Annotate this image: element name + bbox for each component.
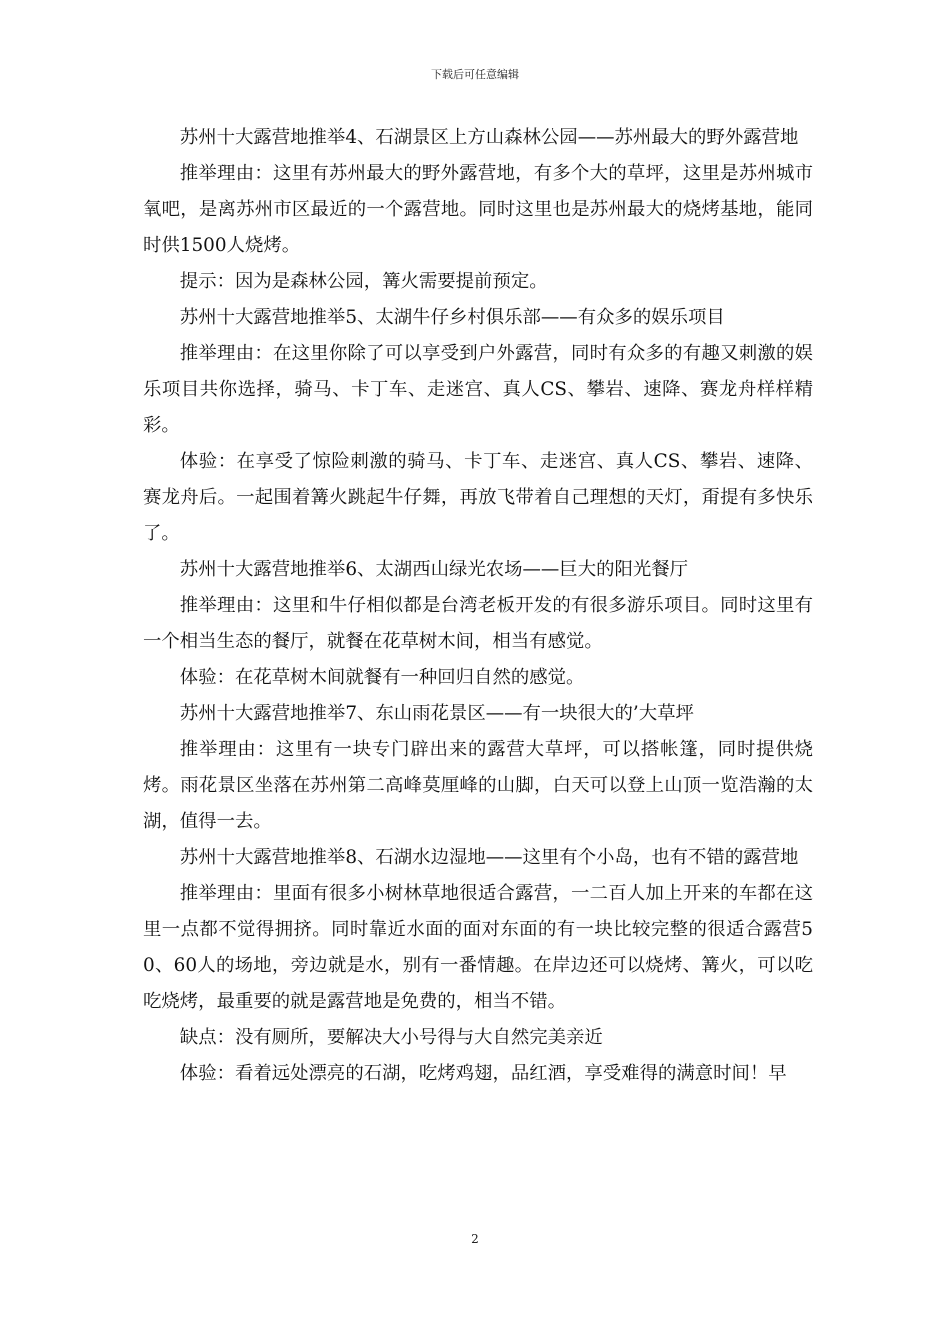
page-header: 下载后可任意编辑: [431, 68, 519, 81]
paragraph: 推举理由：里面有很多小树林草地很适合露营，一二百人加上开来的车都在这里一点都不觉得拥挤。同时靠近水面的面对东面的有一块比较完整的很适合露营50、60人的场地，旁边就是水，别有一番情趣。在岸边还可以烧烤、篝火，可以吃吃烧烤，最重要的就是露营地是免费的，相当不错。: [143, 883, 813, 1012]
paragraph: 缺点：没有厕所，要解决大小号得与大自然完美亲近: [179, 1027, 603, 1048]
paragraph: 苏州十大露营地推举7、东山雨花景区——有一块很大的’大草坪: [179, 703, 694, 724]
paragraph: 苏州十大露营地推举8、石湖水边湿地——这里有个小岛，也有不错的露营地: [179, 847, 799, 868]
paragraph: 体验：在享受了惊险刺激的骑马、卡丁车、走迷宫、真人CS、攀岩、速降、赛龙舟后。一起围着篝火跳起牛仔舞，再放飞带着自己理想的天灯，甭提有多快乐了。: [143, 451, 813, 544]
document-body: [143, 120, 813, 1092]
paragraph: 提示：因为是森林公园，篝火需要提前预定。: [179, 271, 548, 292]
paragraph: 推举理由：这里和牛仔相似都是台湾老板开发的有很多游乐项目。同时这里有一个相当生态的餐厅，就餐在花草树木间，相当有感觉。: [143, 595, 813, 652]
paragraph: 推举理由：在这里你除了可以享受到户外露营，同时有众多的有趣又刺激的娱乐项目共你选择，骑马、卡丁车、走迷宫、真人CS、攀岩、速降、赛龙舟样样精彩。: [143, 343, 813, 436]
paragraph: 苏州十大露营地推举5、太湖牛仔乡村俱乐部——有众多的娱乐项目: [179, 307, 725, 328]
paragraph: 苏州十大露营地推举6、太湖西山绿光农场——巨大的阳光餐厅: [179, 559, 689, 580]
paragraph: 推举理由：这里有一块专门辟出来的露营大草坪，可以搭帐篷，同时提供烧烤。雨花景区坐落在苏州第二高峰莫厘峰的山脚，白天可以登上山顶一览浩瀚的太湖，值得一去。: [143, 739, 813, 832]
paragraph: 苏州十大露营地推举4、石湖景区上方山森林公园——苏州最大的野外露营地: [179, 127, 799, 148]
paragraph: 体验：在花草树木间就餐有一种回归自然的感觉。: [179, 667, 585, 688]
paragraph: 推举理由：这里有苏州最大的野外露营地，有多个大的草坪，这里是苏州城市氧吧，是离苏州市区最近的一个露营地。同时这里也是苏州最大的烧烤基地，能同时供1500人烧烤。: [143, 163, 813, 256]
paragraph: 体验：看着远处漂亮的石湖，吃烤鸡翅，品红酒，享受难得的满意时间！早: [179, 1063, 787, 1084]
page-number: 2: [471, 1232, 479, 1246]
